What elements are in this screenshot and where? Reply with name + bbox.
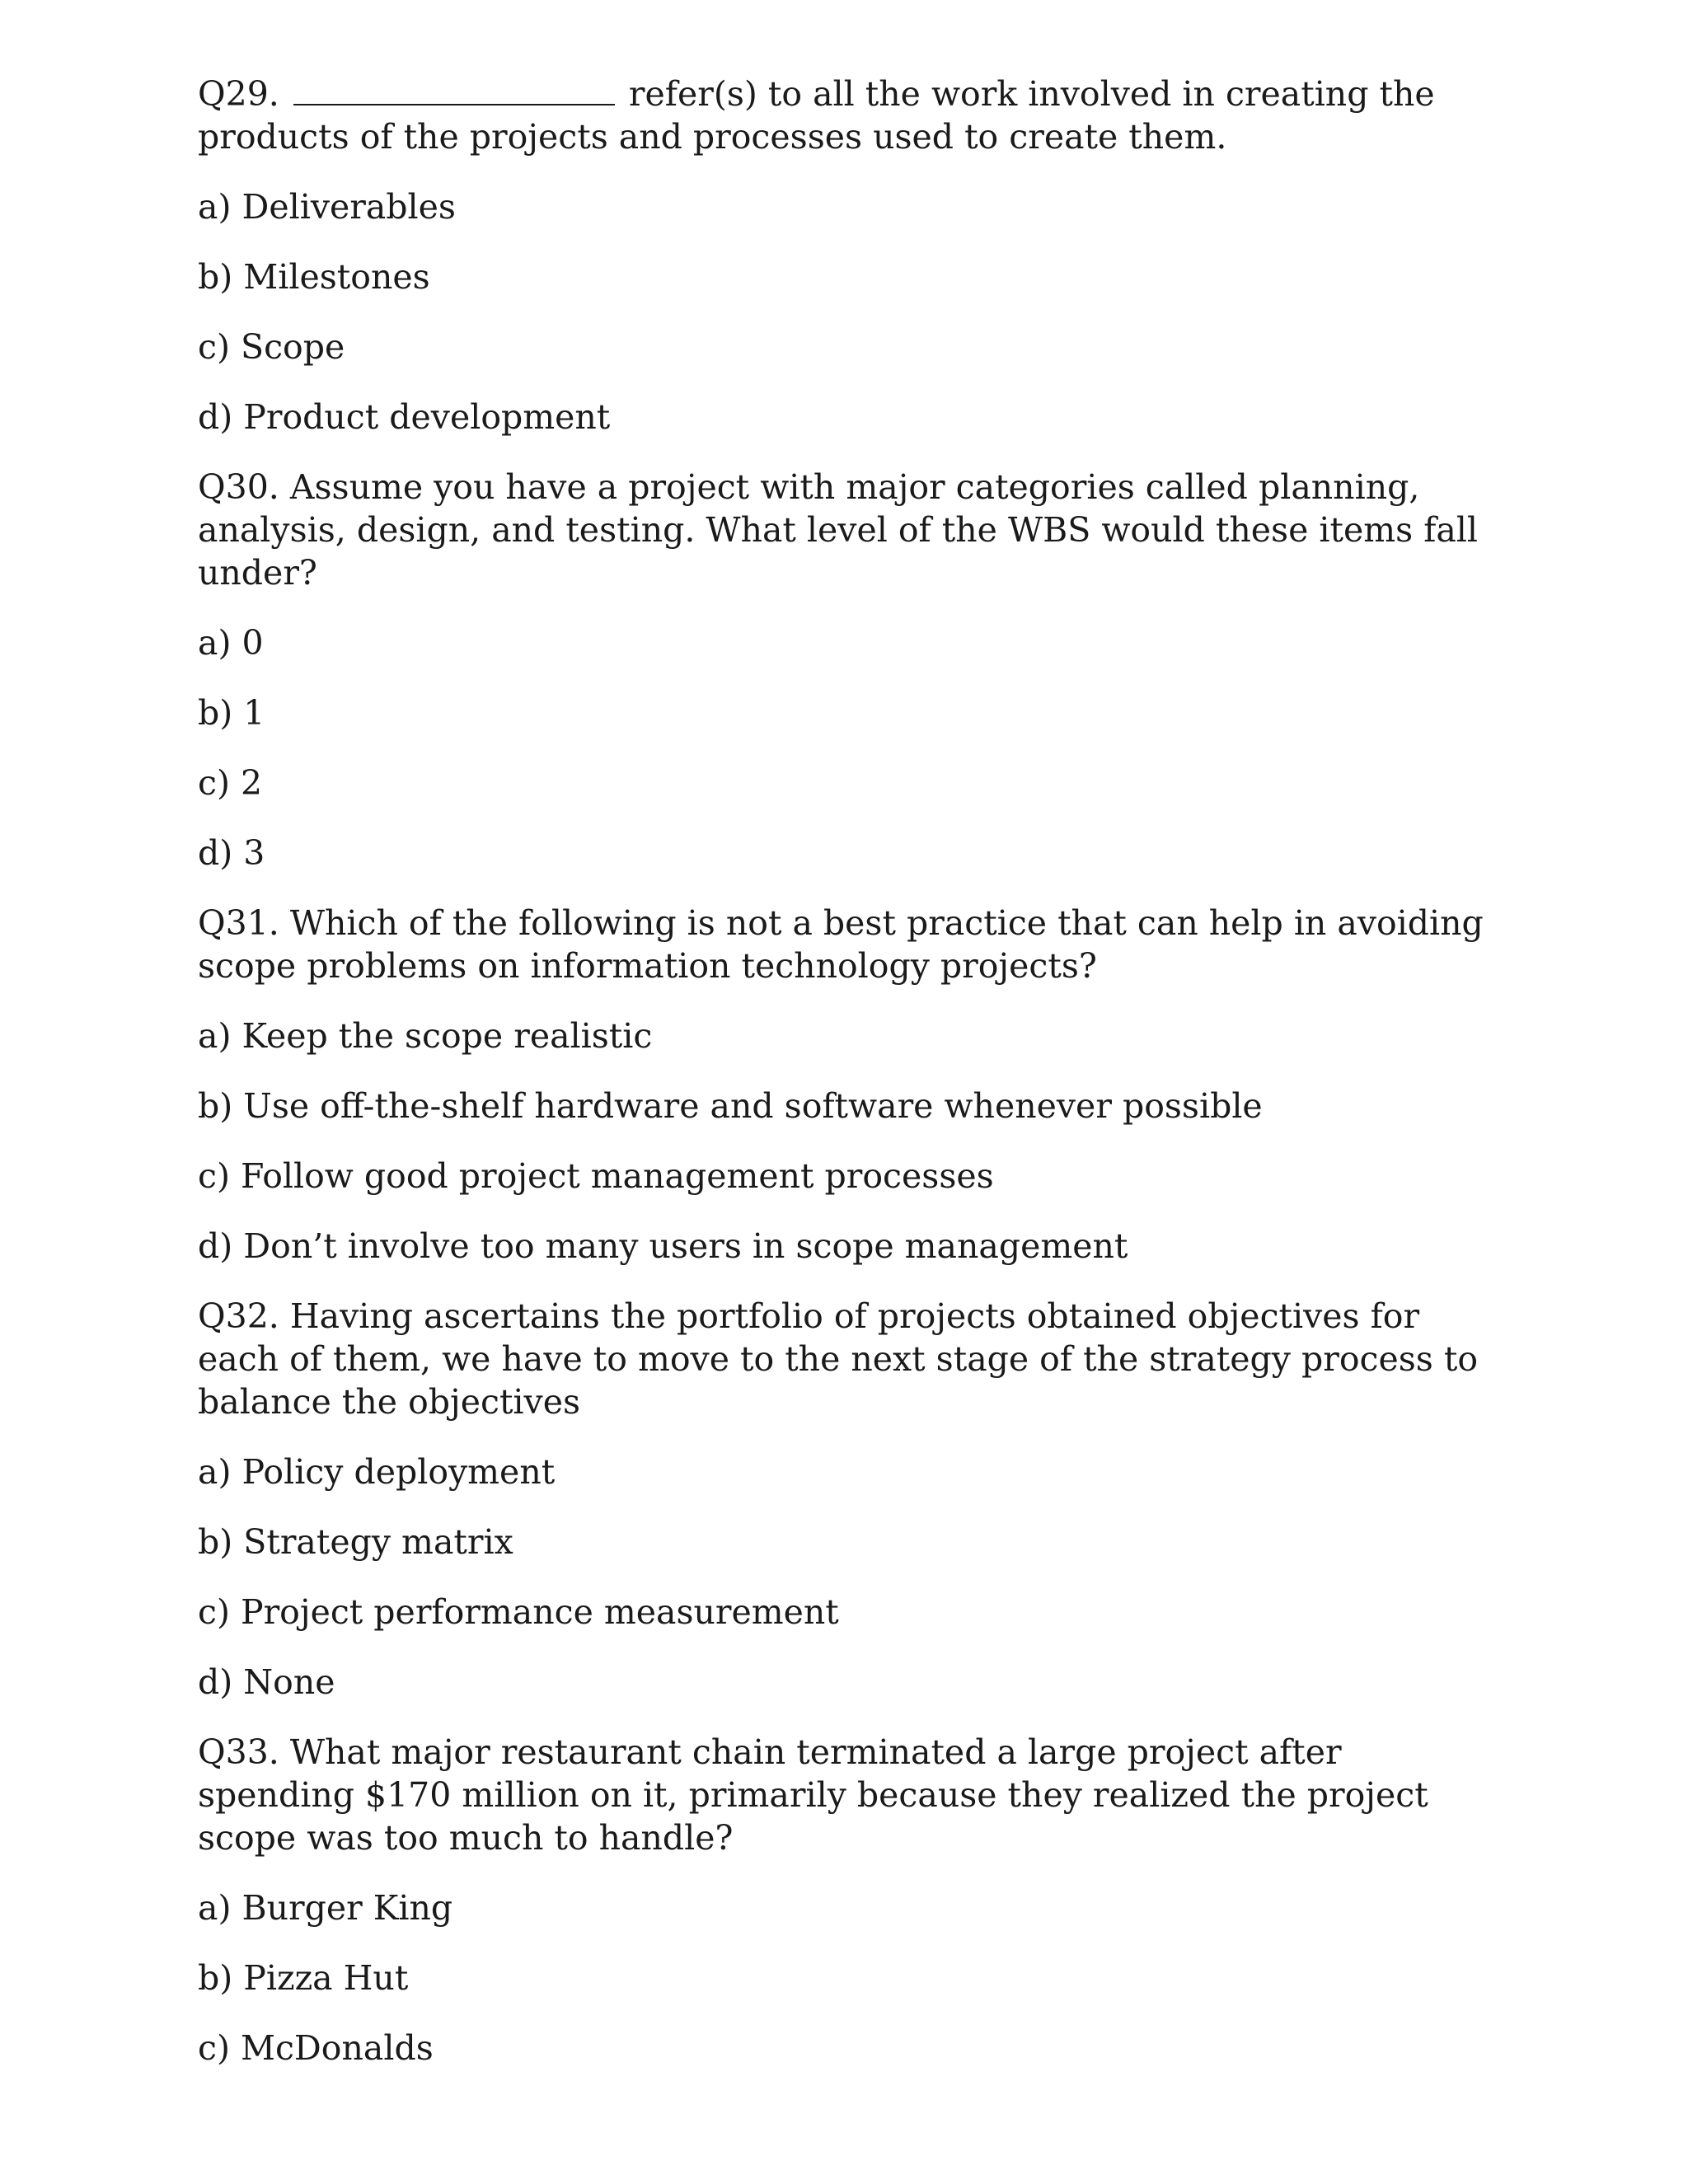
answer-option: b) Strategy matrix [198, 1522, 513, 1562]
question-number: Q32. [198, 1296, 279, 1336]
answer-option: c) Project performance measurement [198, 1592, 839, 1632]
question-number: Q31. [198, 903, 279, 943]
question-block-30 [198, 466, 1500, 874]
question-stem: Which of the following is not a best practice that can help in avoiding scope problems on information technology projects? [198, 903, 1484, 986]
document-page [198, 71, 1500, 2097]
question-number: Q33. [198, 1732, 279, 1772]
question-stem: What major restaurant chain terminated a large project after spending $170 million on it, primarily because they realized the project scope was too much to handle? [198, 1732, 1428, 1858]
answer-option: c) McDonalds [198, 2028, 434, 2068]
question-text-30 [198, 466, 1500, 594]
answer-option: a) Burger King [198, 1888, 453, 1928]
question-stem: Assume you have a project with major categories called planning, analysis, design, and testing. What level of the WBS would these items fall under? [198, 467, 1479, 593]
question-block-29 [198, 71, 1500, 438]
answer-option: d) 3 [198, 833, 265, 873]
answer-option: c) Follow good project management processes [198, 1156, 994, 1196]
question-block-33 [198, 1731, 1500, 2069]
answer-option: a) Deliverables [198, 187, 456, 227]
answer-option: b) Use off-the-shelf hardware and software whenever possible [198, 1086, 1263, 1126]
answer-option: d) Product development [198, 397, 611, 437]
question-text-29 [198, 71, 1500, 158]
answer-option: d) None [198, 1662, 335, 1702]
answer-option: a) 0 [198, 623, 264, 663]
fill-in-blank [293, 71, 615, 105]
question-stem: refer(s) to all the work involved in creating the products of the projects and processes used to create them. [198, 74, 1435, 157]
question-stem: Having ascertains the portfolio of projects obtained objectives for each of them, we have to move to the next stage of the strategy process to balance the objectives [198, 1296, 1479, 1422]
question-number: Q29. [198, 74, 279, 114]
question-text-31 [198, 902, 1500, 987]
answer-option: b) Pizza Hut [198, 1958, 409, 1998]
answer-option: b) 1 [198, 693, 265, 733]
answer-option: c) 2 [198, 763, 263, 803]
question-block-31 [198, 902, 1500, 1268]
question-block-32 [198, 1295, 1500, 1704]
question-number: Q30. [198, 467, 279, 507]
answer-option: d) Don’t involve too many users in scope management [198, 1226, 1128, 1266]
answer-option: a) Keep the scope realistic [198, 1016, 653, 1056]
question-text-33 [198, 1731, 1500, 1859]
answer-option: c) Scope [198, 327, 345, 367]
answer-option: a) Policy deployment [198, 1452, 556, 1492]
question-text-32 [198, 1295, 1500, 1423]
answer-option: b) Milestones [198, 257, 430, 297]
